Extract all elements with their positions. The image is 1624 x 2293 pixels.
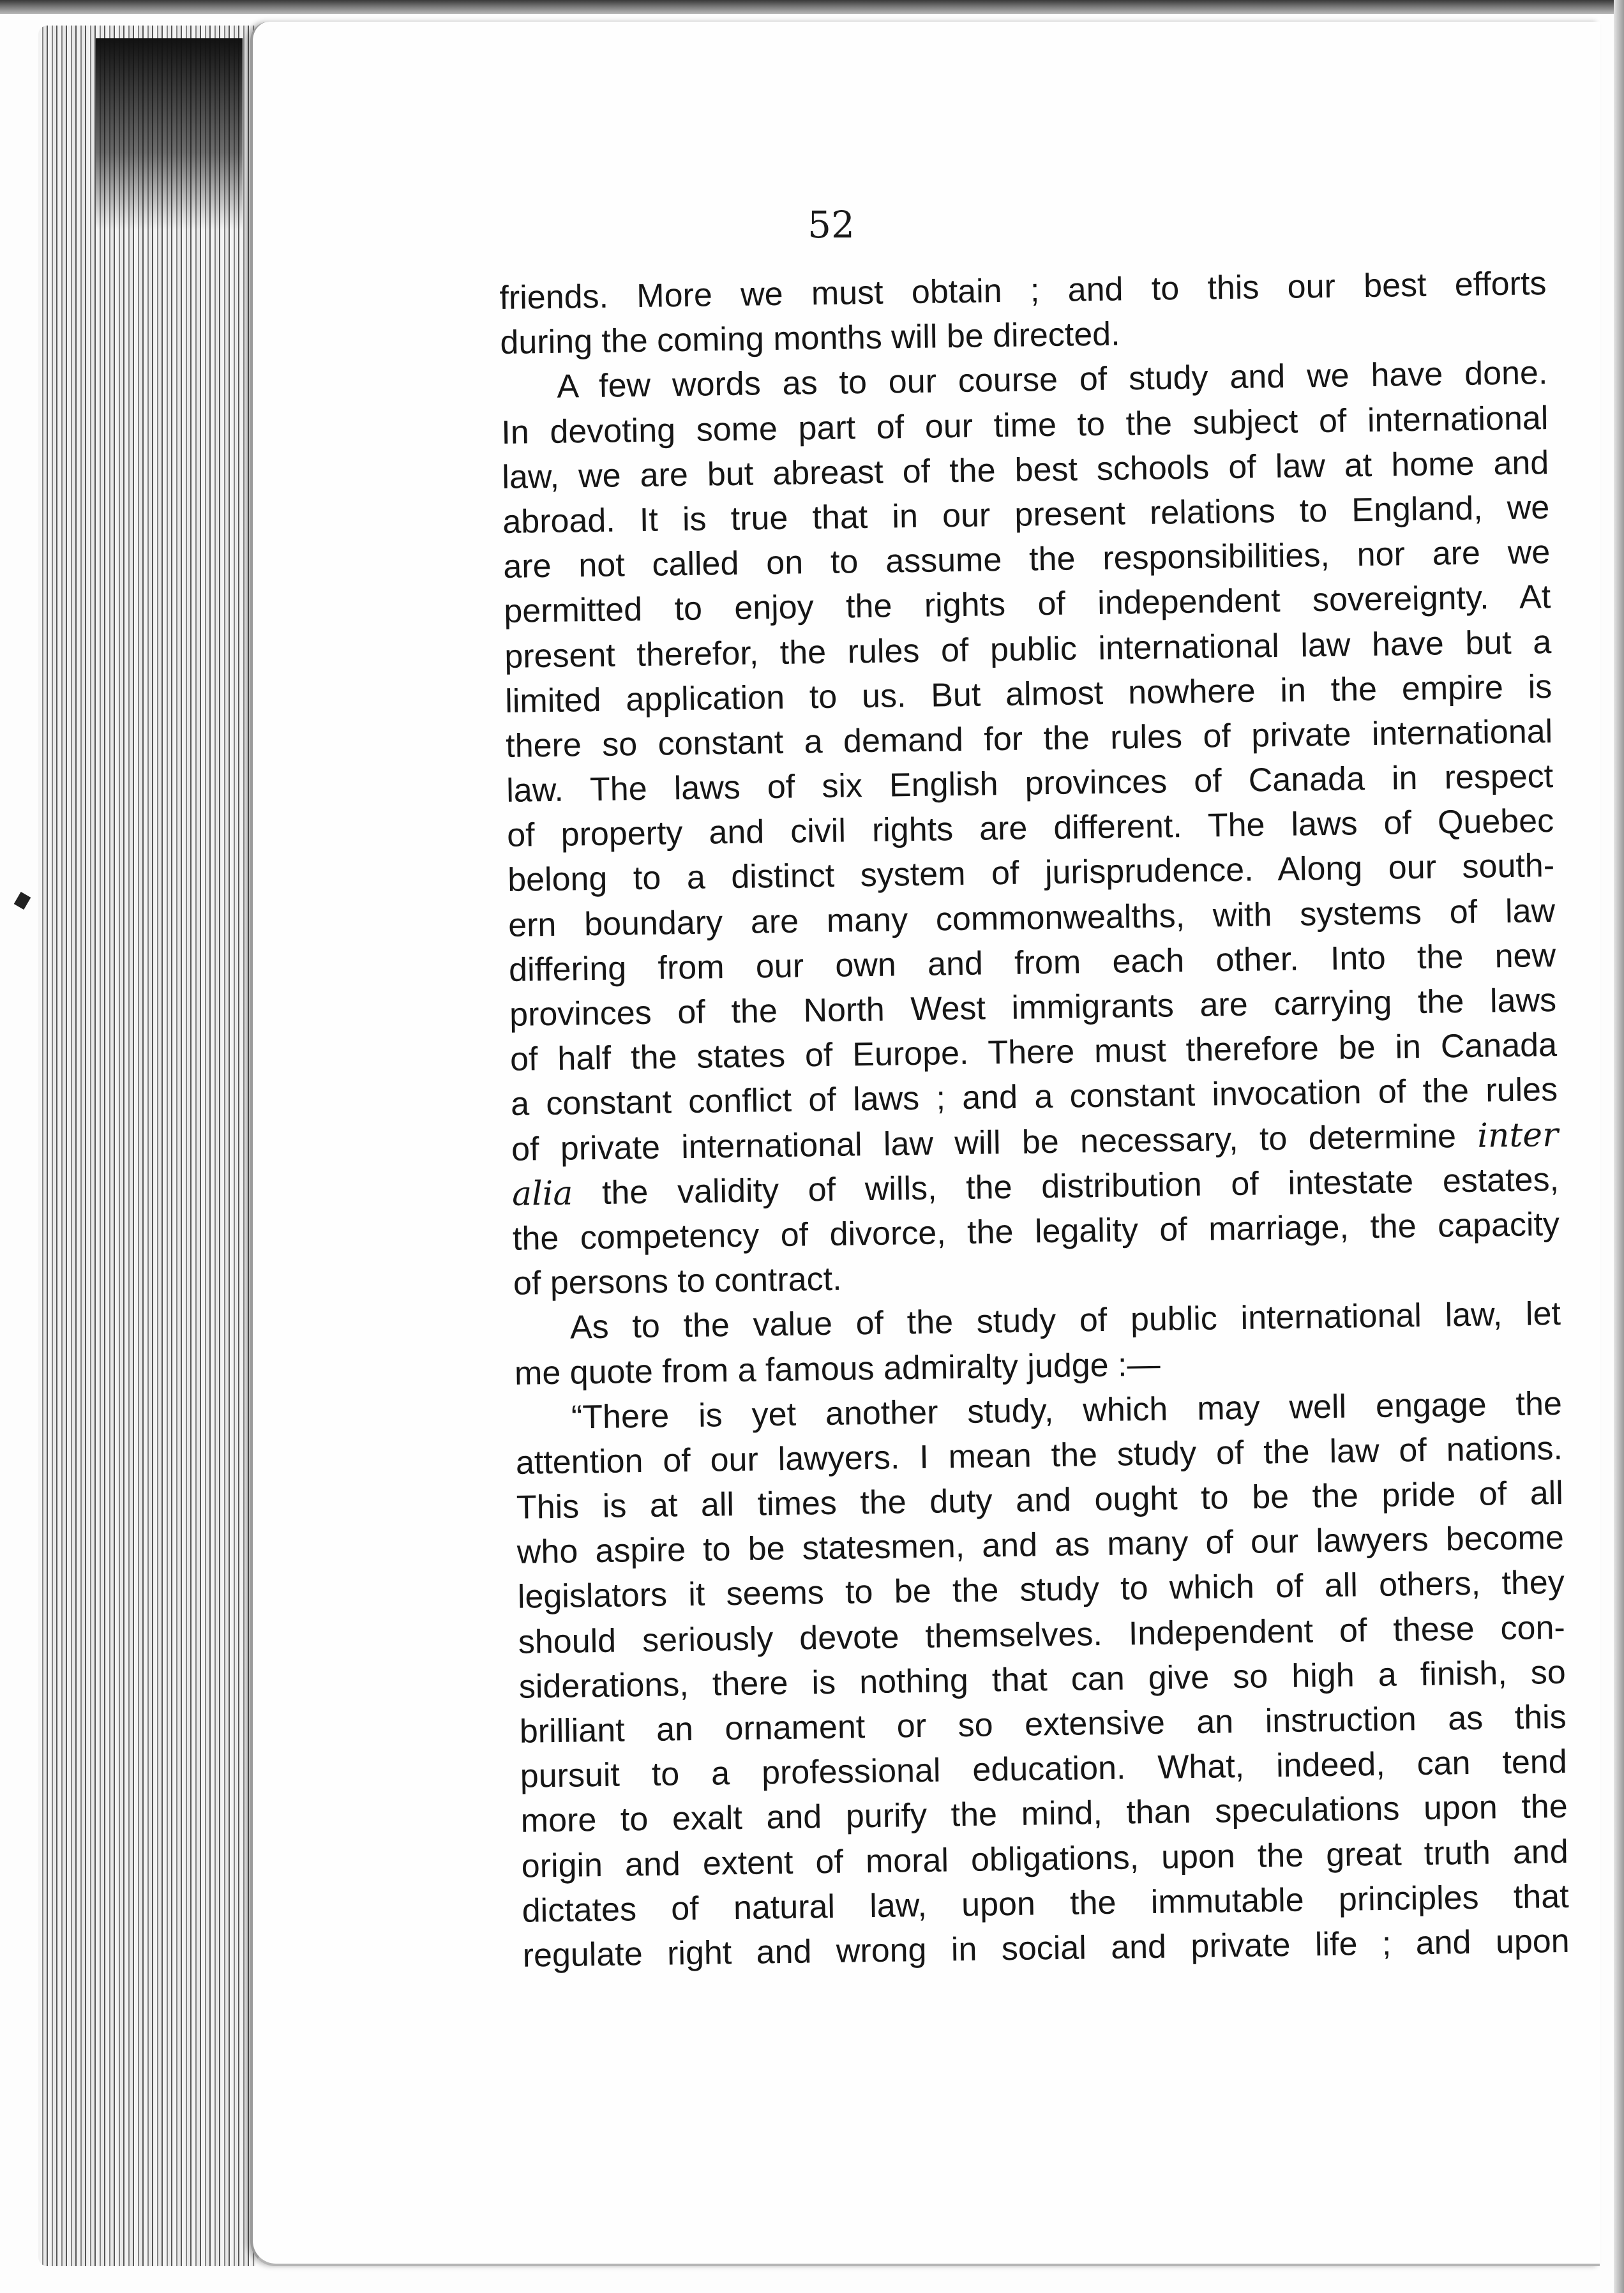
text-line-content: the validity of wills, the distribution of intestate estates,	[572, 1161, 1560, 1212]
text-line-content: law. The laws of six English provinces of Canada in respect	[506, 758, 1554, 809]
italic-term: alia	[511, 1174, 573, 1214]
text-line-content: differing from our own and from each other. Into the new	[508, 936, 1556, 989]
text-line-content: legislators it seems to be the study to which of all others, they	[517, 1564, 1565, 1616]
text-line-content: of half the states of Europe. There must therefore be in Canada	[509, 1026, 1558, 1079]
text-line-content: of private international law will be necessary, to determine	[511, 1117, 1457, 1168]
text-line-content: regulate right and wrong in social and private life ; and upon	[522, 1922, 1570, 1974]
text-line-content: ern boundary are many commonwealths, with systems of law	[508, 892, 1556, 944]
text-line-content: As to the value of the study of public international law, let	[569, 1295, 1561, 1346]
scan-speck	[14, 892, 31, 910]
text-line-content: abroad. It is true that in our present relations to England, we	[502, 489, 1550, 541]
text-line-content: who aspire to be statesmen, and as many of our lawyers become	[516, 1519, 1565, 1572]
text-line-content: present therefor, the rules of public international law have but a	[504, 623, 1552, 675]
text-line-content: pursuit to a professional education. What, indeed, can tend	[520, 1743, 1568, 1795]
text-line-content: should seriously devote themselves. Independent of these con-	[518, 1609, 1566, 1661]
text-line-content: during the coming months will be directed.	[500, 315, 1120, 362]
text-line-content: provinces of the North West immigrants are carrying the laws	[509, 981, 1557, 1034]
text-line-content: more to exalt and purify the mind, than speculations upon the	[520, 1788, 1568, 1840]
book-top-edge	[0, 0, 1624, 14]
text-line-content: friends. More we must obtain ; and to this our best efforts	[499, 265, 1547, 317]
page-edges-shadow	[96, 38, 243, 230]
text-line-content: a constant conflict of laws ; and a constant invocation of the rules	[510, 1071, 1558, 1124]
scan-right-edge	[1614, 0, 1624, 2293]
text-line-content: limited application to us. But almost nowhere in the empire is	[504, 668, 1553, 720]
text-line-content: the competency of divorce, the legality of marriage, the capacity	[512, 1205, 1560, 1258]
text-line-content: there so constant a demand for the rules of private international	[505, 712, 1553, 765]
text-line-content: of property and civil rights are different. The laws of Quebec	[506, 802, 1554, 855]
text-line-content: “There is yet another study, which may well engage the	[571, 1385, 1563, 1436]
text-line-content: belong to a distinct system of jurisprudence. Along our south-	[507, 847, 1555, 899]
text-line-content: origin and extent of moral obligations, upon the great truth and	[521, 1833, 1569, 1885]
text-line-content: of persons to contract.	[513, 1260, 842, 1302]
text-line-content: are not called on to assume the responsibilities, nor are we	[502, 534, 1551, 586]
text-line-content: brilliant an ornament or so extensive an instruction as this	[519, 1698, 1567, 1750]
italic-term: inter	[1477, 1115, 1559, 1155]
text-line-content: permitted to enjoy the rights of independent sovereignty. At	[503, 578, 1551, 631]
stacked-page-edges	[38, 26, 255, 2266]
body-text	[499, 261, 1570, 1978]
text-line-content: law, we are but abreast of the best schools of law at home and	[502, 444, 1549, 496]
text-line-content: This is at all times the duty and ought to be the pride of all	[516, 1474, 1564, 1526]
text-line-content: me quote from a famous admiralty judge :—	[514, 1346, 1161, 1392]
page-number: 52	[808, 203, 855, 246]
text-line-content: A few words as to our course of study and we have done.	[557, 354, 1548, 406]
text-line-content: In devoting some part of our time to the subject of international	[501, 399, 1549, 451]
text-line-content: dictates of natural law, upon the immutable principles that	[522, 1877, 1570, 1930]
text-line-content: attention of our lawyers. I mean the study of the law of nations.	[515, 1429, 1563, 1482]
text-line-content: siderations, there is nothing that can give so high a finish, so	[518, 1653, 1567, 1706]
